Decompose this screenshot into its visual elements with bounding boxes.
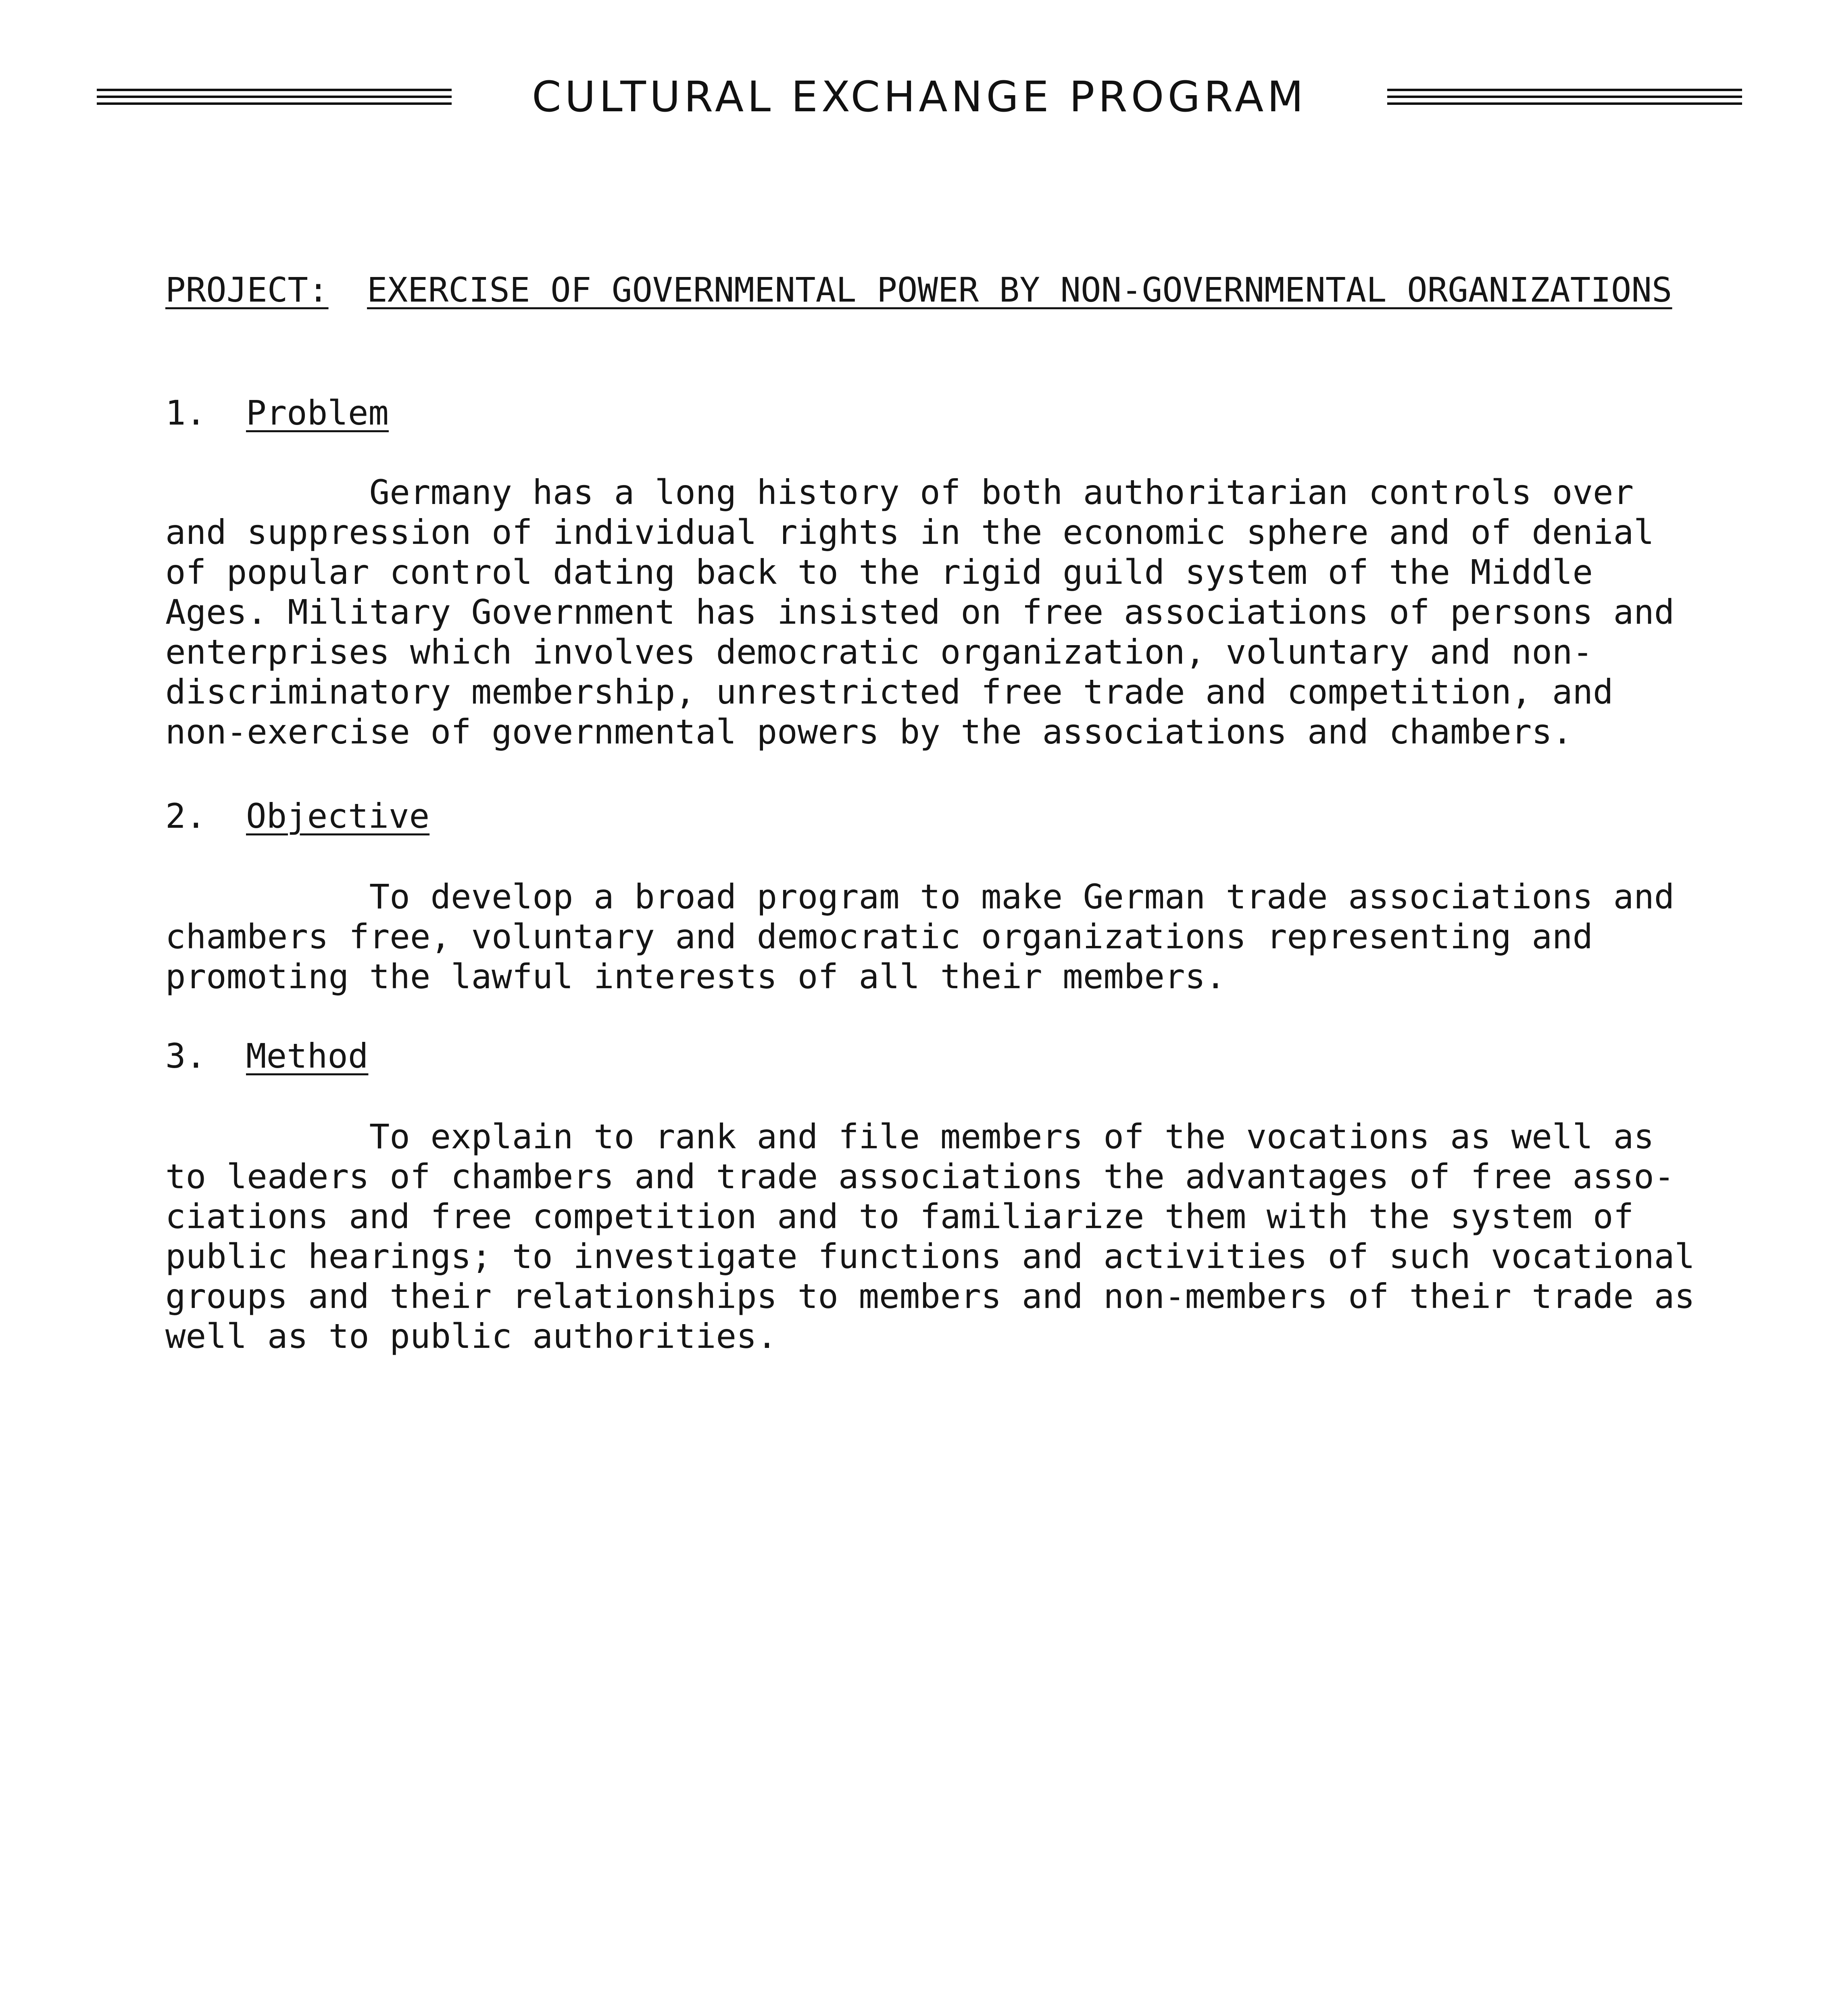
text-line: To explain to rank and file members of the vocations as well as — [165, 1117, 1654, 1156]
header-rule-right — [1387, 89, 1742, 105]
project-line — [165, 270, 1672, 310]
text-line: To develop a broad program to make German trade associations and — [165, 877, 1675, 916]
project-title: EXERCISE OF GOVERNMENTAL POWER BY NON-GOVERNMENTAL ORGANIZATIONS — [367, 270, 1672, 310]
project-label: PROJECT: — [165, 270, 329, 310]
section-body-method — [165, 1117, 1698, 1356]
text-line: enterprises which involves democratic organization, voluntary and non- — [165, 632, 1593, 672]
section-title: Problem — [246, 393, 389, 433]
text-line: discriminatory membership, unrestricted free trade and competition, and — [165, 672, 1613, 712]
text-line: and suppression of individual rights in the economic sphere and of denial — [165, 512, 1654, 552]
text-line: chambers free, voluntary and democratic organizations representing and — [165, 917, 1593, 956]
section-title: Objective — [246, 796, 430, 836]
section-number: 1. — [165, 393, 206, 433]
section-body-problem — [165, 473, 1698, 752]
text-line: well as to public authorities. — [165, 1316, 777, 1356]
section-heading-problem — [165, 393, 389, 433]
header-banner — [97, 69, 1742, 125]
text-line: Ages. Military Government has insisted on free associations of persons and — [165, 592, 1675, 632]
section-number: 3. — [165, 1036, 206, 1076]
section-title: Method — [246, 1036, 369, 1076]
section-number: 2. — [165, 796, 206, 836]
header-rule-left — [97, 89, 452, 105]
text-line: of popular control dating back to the rigid guild system of the Middle — [165, 552, 1593, 592]
section-body-objective — [165, 877, 1698, 997]
text-line: groups and their relationships to members and non-members of their trade as — [165, 1277, 1695, 1316]
section-heading-method — [165, 1036, 368, 1076]
text-line: promoting the lawful interests of all their members. — [165, 957, 1226, 996]
section-heading-objective — [165, 796, 429, 836]
text-line: public hearings; to investigate functions and activities of such vocational — [165, 1237, 1695, 1276]
text-line: to leaders of chambers and trade associations the advantages of free asso- — [165, 1157, 1675, 1196]
text-line: ciations and free competition and to familiarize them with the system of — [165, 1197, 1634, 1236]
text-line: non-exercise of governmental powers by the associations and chambers. — [165, 712, 1573, 752]
text-line: Germany has a long history of both authoritarian controls over — [165, 473, 1634, 512]
header-title: CULTURAL EXCHANGE PROGRAM — [531, 72, 1307, 121]
